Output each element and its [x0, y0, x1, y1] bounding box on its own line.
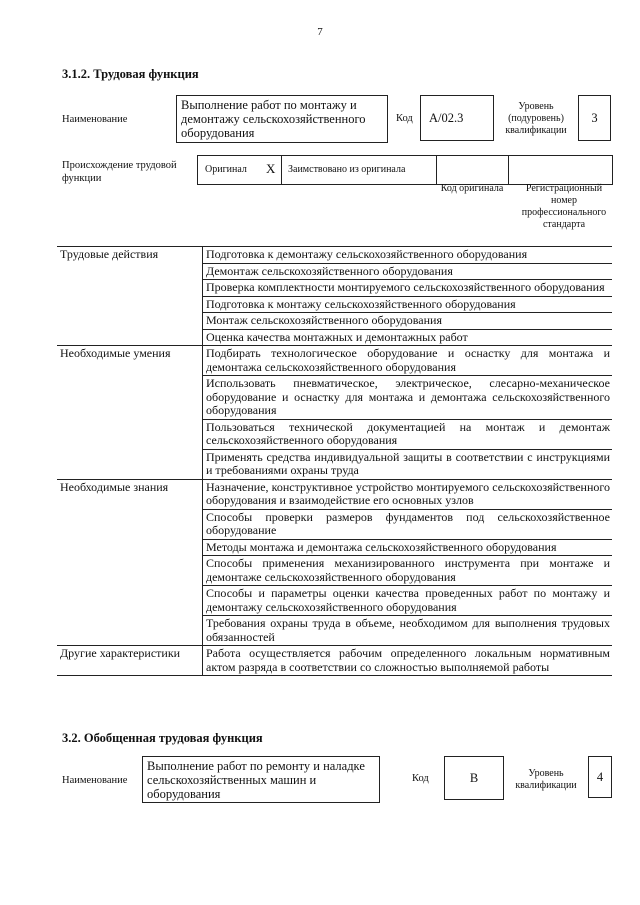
table-row [57, 247, 612, 264]
origin-original-cell [198, 156, 282, 184]
name-value-32: Выполнение работ по ремонту и наладке сельскохозяйственных машин и оборудования [142, 756, 380, 803]
category-skills: Необходимые умения [57, 346, 203, 480]
code-label-312: Код [396, 113, 413, 124]
origin-label: Происхождение трудовой функции [62, 160, 177, 184]
table-cell: Работа осуществляется рабочим определенного локальным нормативным актом разряда в соответствии со сложностью выполняемой работы [203, 646, 613, 676]
table-row [57, 346, 612, 376]
origin-reg-cell [508, 156, 613, 184]
level-value-32: 4 [588, 756, 612, 798]
table-cell: Монтаж сельскохозяйственного оборудования [203, 313, 613, 330]
code-label-32: Код [412, 773, 429, 784]
category-knowledge: Необходимые знания [57, 479, 203, 646]
table-cell: Проверка комплектности монтируемого сельскохозяйственного оборудования [203, 280, 613, 297]
origin-code-cell [436, 156, 509, 184]
level-value-312: 3 [578, 95, 611, 141]
table-cell: Применять средства индивидуальной защиты в соответствии с инструкциями и требованиями охраны труда [203, 449, 613, 479]
origin-borrowed-label: Заимствовано из оригинала [288, 164, 406, 175]
origin-reg-caption: Регистрационный номер профессионального стандарта [521, 183, 607, 230]
table-cell: Демонтаж сельскохозяйственного оборудования [203, 263, 613, 280]
name-label-312: Наименование [62, 114, 128, 125]
origin-row [197, 155, 613, 185]
level-label-312: Уровень (подуровень) квалификации [505, 101, 567, 136]
name-value-312: Выполнение работ по монтажу и демонтажу сельскохозяйственного оборудования [176, 95, 388, 143]
table-cell: Подготовка к демонтажу сельскохозяйственного оборудования [203, 247, 613, 264]
table-cell: Использовать пневматическое, электрическое, слесарно-механическое оборудование и оснастку для монтажа и демонтажа сельскохозяйственного оборудования [203, 376, 613, 420]
table-row [57, 646, 612, 676]
table-cell: Подбирать технологическое оборудование и оснастку для монтажа и демонтажа сельскохозяйственного оборудования [203, 346, 613, 376]
table-cell: Требования охраны труда в объеме, необходимом для выполнения трудовых обязанностей [203, 616, 613, 646]
category-labor-actions: Трудовые действия [57, 247, 203, 346]
level-label-32: Уровень квалификации [515, 768, 577, 791]
table-cell: Оценка качества монтажных и демонтажных работ [203, 329, 613, 346]
table-cell: Подготовка к монтажу сельскохозяйственного оборудования [203, 296, 613, 313]
table-cell: Методы монтажа и демонтажа сельскохозяйственного оборудования [203, 539, 613, 556]
table-cell: Пользоваться технической документацией на монтаж и демонтаж сельскохозяйственного оборудования [203, 419, 613, 449]
section-title-312: 3.1.2. Трудовая функция [62, 67, 199, 81]
function-table [57, 246, 612, 676]
table-row [57, 479, 612, 509]
category-other: Другие характеристики [57, 646, 203, 676]
name-label-32: Наименование [62, 775, 128, 786]
table-cell: Способы проверки размеров фундаментов под сельскохозяйственное оборудование [203, 509, 613, 539]
code-value-32: B [444, 756, 504, 800]
origin-code-caption: Код оригинала [440, 183, 504, 194]
section-title-32: 3.2. Обобщенная трудовая функция [62, 731, 263, 745]
code-value-312: A/02.3 [420, 95, 494, 141]
origin-original-label: Оригинал [205, 164, 247, 175]
page-number: 7 [317, 26, 323, 38]
table-cell: Способы и параметры оценки качества проведенных работ по монтажу и демонтажу сельскохозяйственного оборудования [203, 586, 613, 616]
origin-mark: X [266, 161, 276, 176]
table-cell: Способы применения механизированного инструмента при монтаже и демонтаже сельскохозяйственного оборудования [203, 556, 613, 586]
table-cell: Назначение, конструктивное устройство монтируемого сельскохозяйственного оборудования и взаимодействие его основных узлов [203, 479, 613, 509]
